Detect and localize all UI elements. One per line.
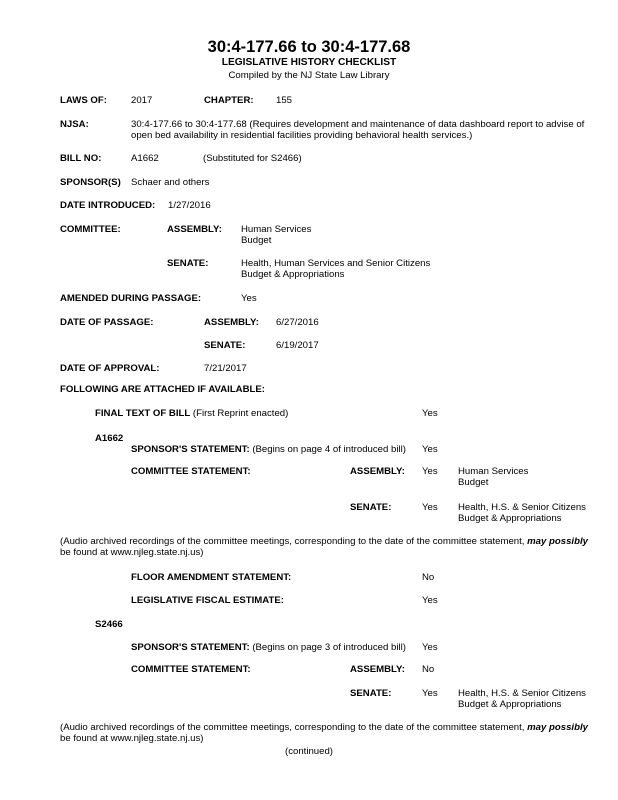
following-heading: FOLLOWING ARE ATTACHED IF AVAILABLE:	[60, 384, 265, 395]
amended-label: AMENDED DURING PASSAGE:	[60, 293, 202, 304]
s2466-senate-line1: Health, H.S. & Senior Citizens	[458, 688, 586, 699]
a1662-assembly-label: ASSEMBLY:	[350, 466, 405, 477]
a1662-senate-value: Yes	[422, 502, 438, 513]
chapter-label: CHAPTER:	[204, 95, 254, 106]
s2466-assembly-value: No	[422, 664, 435, 675]
chapter-value: 155	[276, 95, 293, 106]
s2466-sponsor-row	[131, 642, 406, 654]
continued-note: (continued)	[285, 746, 333, 757]
s2466-senate-line2: Budget & Appropriations	[458, 699, 562, 710]
a1662-sponsor-note: (Begins on page 4 of introduced bill)	[252, 444, 406, 455]
sponsors-label: SPONSOR(S)	[60, 177, 121, 188]
a1662-sponsor-label: SPONSOR'S STATEMENT:	[131, 444, 250, 455]
audio-note-2-text: (Audio archived recordings of the committee meetings, corresponding to the date of the committee statement,	[60, 722, 525, 733]
audio-note-text: (Audio archived recordings of the committee meetings, corresponding to the date of the committee statement,	[60, 536, 525, 547]
njsa-label: NJSA:	[60, 119, 89, 130]
a1662-senate-line2: Budget & Appropriations	[458, 513, 562, 524]
approval-label: DATE OF APPROVAL:	[60, 363, 160, 374]
final-text-row	[95, 408, 288, 420]
a1662-assembly-line1: Human Services	[458, 466, 529, 477]
a1662-assembly-line2: Budget	[458, 477, 489, 488]
passage-senate-value: 6/19/2017	[276, 340, 319, 351]
passage-assembly-value: 6/27/2016	[276, 317, 319, 328]
sponsors-value: Schaer and others	[131, 177, 210, 188]
passage-senate-label: SENATE:	[204, 340, 246, 351]
final-text-note: (First Reprint enacted)	[192, 408, 289, 419]
a1662-sponsor-value: Yes	[422, 444, 438, 455]
s2466-sponsor-label: SPONSOR'S STATEMENT:	[131, 642, 250, 653]
bill-no-note: (Substituted for S2466)	[203, 153, 302, 164]
bill-no-label: BILL NO:	[60, 153, 102, 164]
s2466-heading: S2466	[95, 619, 123, 630]
floor-amendment-label: FLOOR AMENDMENT STATEMENT:	[131, 572, 292, 583]
a1662-assembly-value: Yes	[422, 466, 438, 477]
fiscal-estimate-label: LEGISLATIVE FISCAL ESTIMATE:	[131, 595, 284, 606]
a1662-senate-line1: Health, H.S. & Senior Citizens	[458, 502, 586, 513]
a1662-committee-label: COMMITTEE STATEMENT:	[131, 466, 251, 477]
date-introduced-value: 1/27/2016	[168, 200, 211, 211]
s2466-assembly-label: ASSEMBLY:	[350, 664, 405, 675]
approval-value: 7/21/2017	[204, 363, 247, 374]
committee-assembly-line2: Budget	[241, 235, 272, 246]
committee-assembly-label: ASSEMBLY:	[167, 224, 222, 235]
njsa-desc-line1: 30:4-177.66 to 30:4-177.68 (Requires development and maintenance of data dashboard report to advise of	[131, 119, 585, 130]
date-introduced-label: DATE INTRODUCED:	[60, 200, 156, 211]
passage-assembly-label: ASSEMBLY:	[204, 317, 259, 328]
amended-value: Yes	[241, 293, 257, 304]
a1662-sponsor-row	[131, 444, 406, 456]
audio-note-2-line2: be found at www.njleg.state.nj.us)	[60, 733, 204, 744]
page-subtitle: LEGISLATIVE HISTORY CHECKLIST	[221, 57, 397, 68]
committee-senate-label: SENATE:	[167, 258, 209, 269]
a1662-heading: A1662	[95, 433, 124, 444]
committee-assembly-line1: Human Services	[241, 224, 312, 235]
committee-senate-line1: Health, Human Services and Senior Citizens	[241, 258, 431, 269]
floor-amendment-value: No	[422, 572, 435, 583]
audio-note-line2: be found at www.njleg.state.nj.us)	[60, 547, 204, 558]
laws-of-label: LAWS OF:	[60, 95, 107, 106]
passage-label: DATE OF PASSAGE:	[60, 317, 154, 328]
s2466-senate-value: Yes	[422, 688, 438, 699]
committee-senate-line2: Budget & Appropriations	[241, 269, 345, 280]
compiled-by: Compiled by the NJ State Law Library	[228, 70, 390, 81]
audio-note-2-emphasis: may possibly	[527, 722, 588, 733]
s2466-sponsor-value: Yes	[422, 642, 438, 653]
fiscal-estimate-value: Yes	[422, 595, 438, 606]
s2466-senate-label: SENATE:	[350, 688, 392, 699]
page-title: 30:4-177.66 to 30:4-177.68	[207, 38, 411, 56]
s2466-committee-label: COMMITTEE STATEMENT:	[131, 664, 251, 675]
s2466-sponsor-note: (Begins on page 3 of introduced bill)	[252, 642, 406, 653]
bill-no-value: A1662	[131, 153, 159, 164]
laws-of-value: 2017	[131, 95, 153, 106]
final-text-value: Yes	[422, 408, 438, 419]
a1662-senate-label: SENATE:	[350, 502, 392, 513]
audio-note-emphasis: may possibly	[527, 536, 588, 547]
committee-label: COMMITTEE:	[60, 224, 121, 235]
final-text-label: FINAL TEXT OF BILL	[95, 408, 191, 419]
njsa-desc-line2: open bed availability in residential facilities providing behavioral health services.)	[131, 130, 473, 141]
